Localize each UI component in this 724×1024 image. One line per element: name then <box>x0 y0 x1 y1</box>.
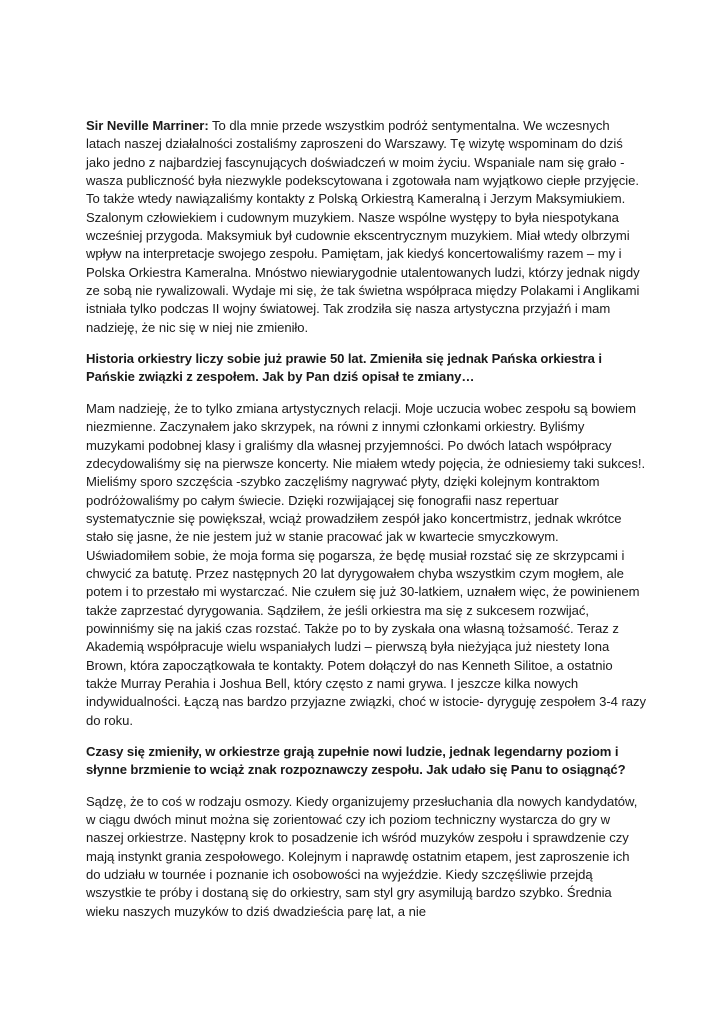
answer-paragraph-2 <box>86 400 646 730</box>
answer-text: Mam nadzieję, że to tylko zmiana artystycznych relacji. Moje uczucia wobec zespołu są bowiem niezmienne. Zaczynałem jako skrzypek, na równi z innymi członkami orkiestry. Byliśmy muzykami podobnej klasy i graliśmy dla własnej przyjemności. Po dwóch latach współpracy zdecydowaliśmy się na pierwsze koncerty. Nie miałem wtedy pojęcia, że odniesiemy taki sukces!. Mieliśmy sporo szczęścia -szybko zaczęliśmy nagrywać płyty, dzięki kolejnym kontraktom podróżowaliśmy po całym świecie. Dzięki rozwijającej się fonografii nasz repertuar systematycznie się powiększał, wciąż prowadziłem zespół jako koncertmistrz, jednak wkrótce stało się jasne, że nie jestem już w stanie pracować jak w kwartecie smyczkowym. Uświadomiłem sobie, że moja forma się pogarsza, że będę musiał rozstać się ze skrzypcami i chwycić za batutę. Przez następnych 20 lat dyrygowałem chyba wszystkim czym mogłem, ale potem i to przestało mi wystarczać. Nie czułem się już 30-latkiem, uznałem więc, że powinienem także zaprzestać dyrygowania. Sądziłem, że jeśli orkiestra ma się z sukcesem rozwijać, powinniśmy się na jakiś czas rozstać. Także po to by zyskała ona własną tożsamość. Teraz z Akademią współpracuje wielu wspaniałych ludzi – pierwszą była nieżyjąca już niestety Iona Brown, która zapoczątkowała te kontakty. Potem dołączył do nas Kenneth Silitoe, a ostatnio także Murray Perahia i Joshua Bell, który często z nami grywa. I jeszcze kilka nowych indywidualności. Łączą nas bardzo przyjazne związki, choć w istocie- dyryguję zespołem 3-4 razy do roku. <box>86 400 646 728</box>
answer-paragraph-1 <box>86 117 646 337</box>
interview-question-2: Czasy się zmieniły, w orkiestrze grają zupełnie nowi ludzie, jednak legendarny poziom i słynne brzmienie to wciąż znak rozpoznawczy zespołu. Jak udało się Panu to osiągnąć? <box>86 744 626 778</box>
speaker-label: Sir Neville Marriner: <box>86 118 209 133</box>
document-page <box>86 117 646 921</box>
answer-text: Sądzę, że to coś w rodzaju osmozy. Kiedy organizujemy przesłuchania dla nowych kandydatów, w ciągu dwóch minut można się zorientować czy ich poziom techniczny wystarcza do gry w naszej orkiestrze. Następny krok to posadzenie ich wśród muzyków zespołu i sprawdzenie czy mają instynkt grania zespołowego. Kolejnym i naprawdę ostatnim etapem, jest zaproszenie ich do udziału w tournée i poznanie ich osobowości na wyjeździe. Kiedy szczęśliwie przejdą wszystkie te próby i dostaną się do orkiestry, sam styl gry asymilują bardzo szybko. Średnia wieku naszych muzyków to dziś dwadzieścia parę lat, a nie <box>86 793 638 919</box>
answer-text: To dla mnie przede wszystkim podróż sentymentalna. We wczesnych latach naszej działalności zostaliśmy zaproszeni do Warszawy. Tę wizytę wspominam do dziś jako jedno z najbardziej fascynujących doświadczeń w moim życiu. Wspaniale nam się grało - wasza publiczność była niezwykle podekscytowana i zgotowała nam wyjątkowo ciepłe przyjęcie. To także wtedy nawiązaliśmy kontakty z Polską Orkiestrą Kameralną i Jerzym Maksymiukiem. Szalonym człowiekiem i cudownym muzykiem. Nasze wspólne występy to była niespotykana wcześniej przygoda. Maksymiuk był cudownie ekscentrycznym muzykiem. Miał wtedy olbrzymi wpływ na interpretacje swojego zespołu. Pamiętam, jak kiedyś koncertowaliśmy razem – my i Polska Orkiestra Kameralna. Mnóstwo niewiarygodnie utalentowanych ludzi, którzy jednak nigdy ze sobą nie rywalizowali. Wydaje mi się, że tak świetna współpraca między Polakami i Anglikami istniała tylko podczas II wojny światowej. Tak zrodziła się nasza artystyczna przyjaźń i mam nadzieję, że nic się w niej nie zmieniło. <box>86 118 640 335</box>
interview-question-1: Historia orkiestry liczy sobie już prawie 50 lat. Zmieniła się jednak Pańska orkiestra i Pańskie związki z zespołem. Jak by Pan dziś opisał te zmiany… <box>86 351 602 385</box>
answer-paragraph-3 <box>86 793 646 921</box>
